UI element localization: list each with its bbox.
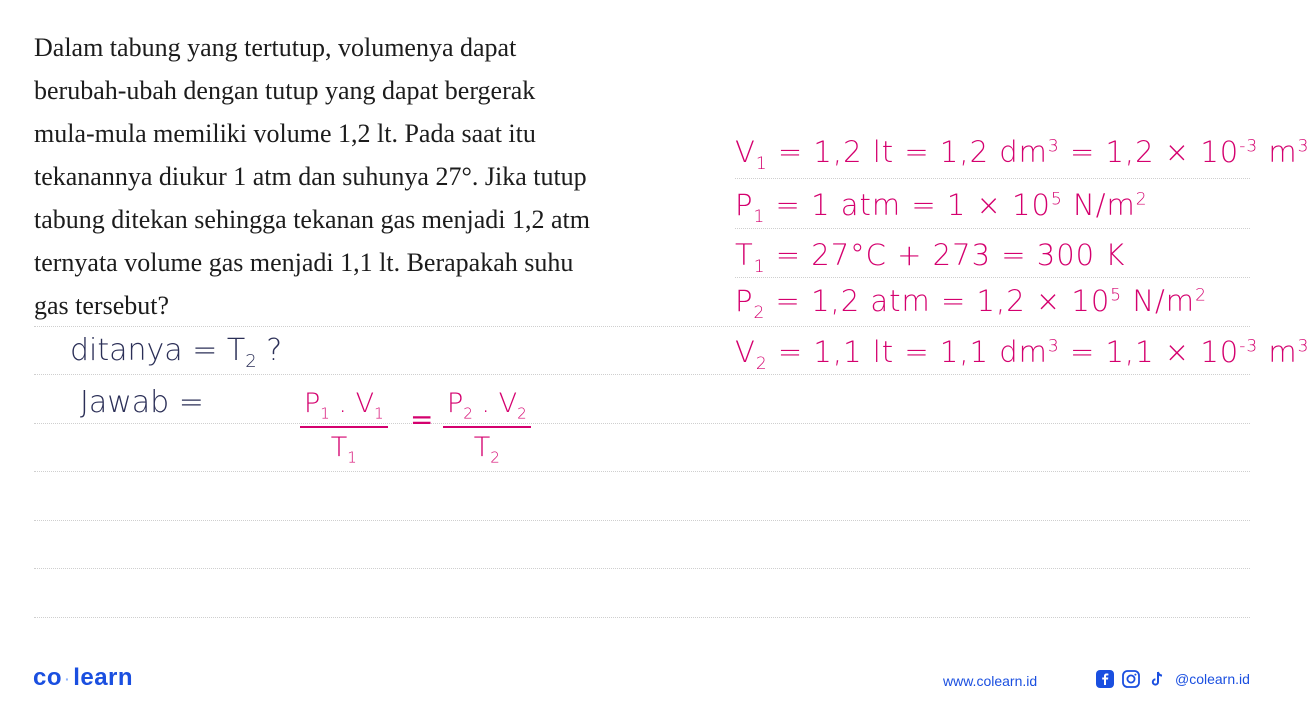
known-p1: $P_1 = 1$ atm = $1 \times 10^5$ $N/m^2$ <box>735 188 1148 227</box>
website-link[interactable]: www.colearn.id <box>943 673 1038 689</box>
question-line: berubah-ubah dengan tutup yang dapat bergerak <box>34 76 536 105</box>
formula-left-fraction <box>300 388 388 467</box>
question-line: mula-mula memiliki volume 1,2 lt. Pada saat itu <box>34 119 536 148</box>
question-line: gas tersebut? <box>34 291 170 320</box>
ruled-line <box>735 178 1250 179</box>
social-handle[interactable]: @colearn.id <box>1175 671 1250 687</box>
known-v1: $V_1 = 1,2$ lt = 1,2 $dm^3 = 1,2 \times 10^{-3}$ $m^3$ <box>735 135 1309 174</box>
ruled-line <box>34 423 1250 424</box>
question-line: ternyata volume gas menjadi 1,1 lt. Berapakah suhu <box>34 248 574 277</box>
facebook-icon[interactable] <box>1095 669 1115 689</box>
known-p2: $P_2 = 1,2$ atm = $1,2 \times 10^5$ $N/m^2$ <box>735 284 1207 323</box>
answer-label: Jawab = <box>80 385 204 420</box>
formula-right-denominator: $T_2$ <box>473 432 500 467</box>
formula-left-numerator: $P_1$ . $V_1$ <box>300 388 388 428</box>
formula-right-fraction <box>443 388 531 467</box>
formula-left-denominator: $T_1$ <box>330 432 357 467</box>
known-t1: $T_1 = 27^\circ C + 273 = 300$ K <box>735 238 1126 277</box>
question-text <box>34 26 714 327</box>
formula-right-numerator: $P_2$ . $V_2$ <box>443 388 531 428</box>
ruled-line <box>735 277 1250 278</box>
ruled-line <box>34 471 1250 472</box>
ruled-line <box>34 326 1250 327</box>
question-line: Dalam tabung yang tertutup, volumenya dapat <box>34 33 517 62</box>
ruled-line <box>34 617 1250 618</box>
ruled-line <box>735 228 1250 229</box>
colearn-logo[interactable]: co · learn <box>33 664 134 691</box>
ruled-line <box>34 374 1250 375</box>
ruled-line <box>34 568 1250 569</box>
question-line: tabung ditekan sehingga tekanan gas menjadi 1,2 atm <box>34 205 590 234</box>
ruled-line <box>34 520 1250 521</box>
formula-equals: = <box>410 403 434 436</box>
footer <box>0 660 1280 700</box>
question-line: tekanannya diukur 1 atm dan suhunya 27°. Jika tutup <box>34 162 587 191</box>
instagram-icon[interactable] <box>1121 669 1141 689</box>
asked-line: ditanya = $T_2$ ? <box>70 333 283 372</box>
tiktok-icon[interactable] <box>1147 669 1167 689</box>
social-links <box>1095 669 1250 689</box>
known-v2: $V_2 = 1,1$ lt = 1,1 $dm^3 = 1,1 \times 10^{-3}$ $m^3$ <box>735 335 1309 374</box>
